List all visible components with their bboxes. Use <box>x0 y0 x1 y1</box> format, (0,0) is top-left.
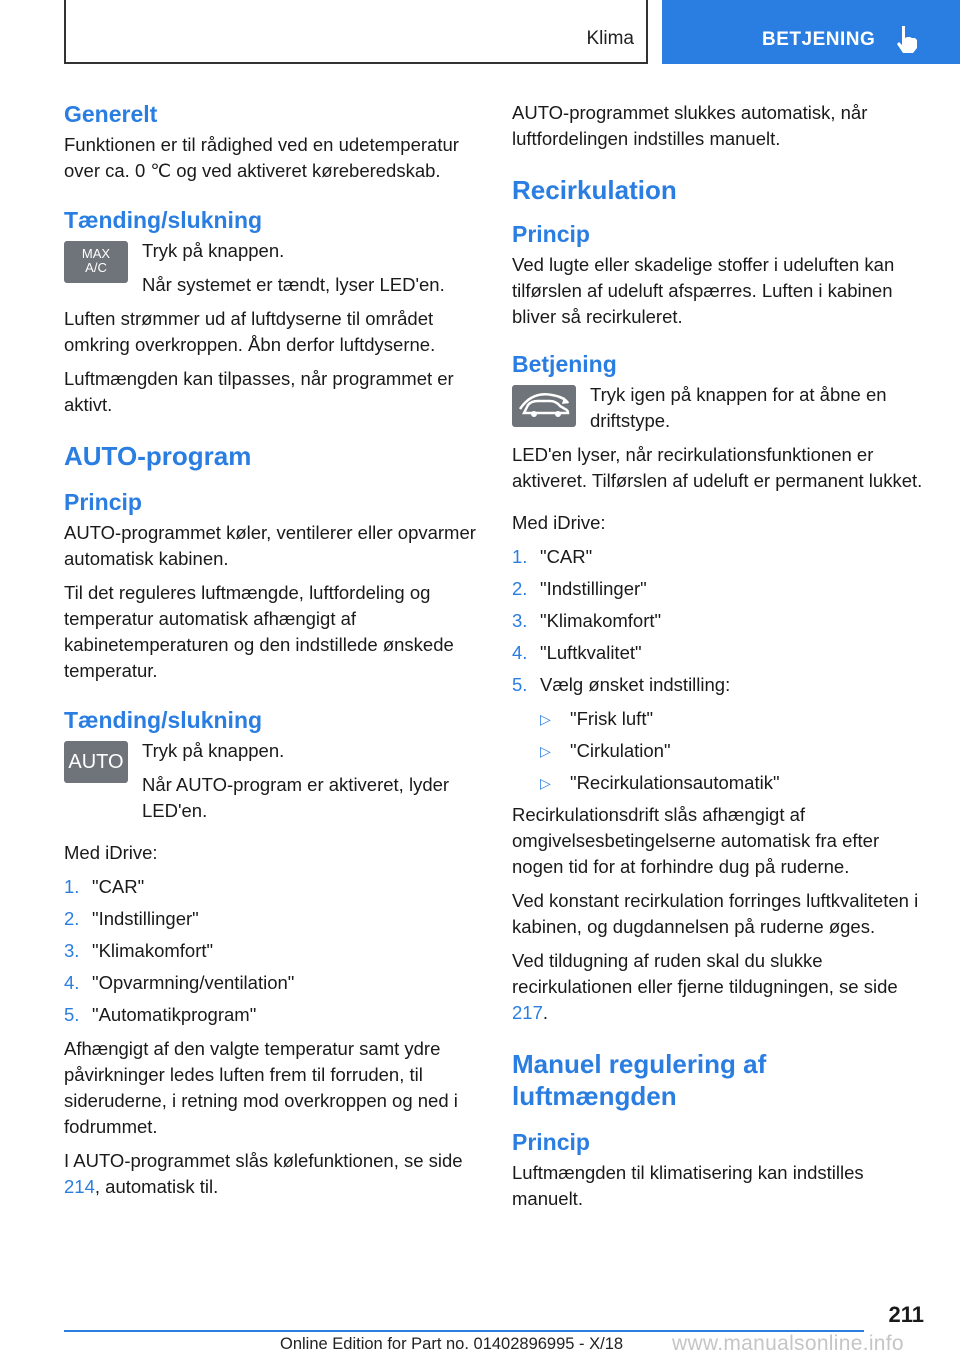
idrive-label: Med iDrive: <box>64 842 158 863</box>
section-heading-princip: Princip <box>512 221 590 247</box>
section-heading-betjening: Betjening <box>512 351 617 377</box>
page-link-214[interactable]: 214 <box>64 1176 95 1197</box>
page-link-217[interactable]: 217 <box>512 1002 543 1023</box>
paragraph: LED'en lyser, når recirkulationsfunktionen er aktiveret. Tilførslen af udeluft er permanent lukket. <box>512 444 923 491</box>
paragraph: AUTO-programmet slukkes automatisk, når luftfordelingen indstilles manuelt. <box>512 102 868 149</box>
section-heading-princip-2: Princip <box>512 1129 590 1155</box>
watermark-logo: www.manualsonline.info <box>672 1332 904 1355</box>
paragraph: Tryk igen på knappen for at åbne en driftstype. <box>590 384 887 431</box>
footer-edition-text: Online Edition for Part no. 01402896995 - X/18 <box>280 1335 624 1353</box>
section-heading-manuel-regulering: Manuel regulering af luftmængden <box>512 1049 767 1111</box>
header-section-title: Klima <box>586 28 634 49</box>
page-number: 211 <box>888 1302 924 1327</box>
list-item: 5. Vælg ønsket indstilling: <box>512 674 731 695</box>
paragraph: Funktionen er til rådighed ved en udetemperatur over ca. 0 ℃ og ved aktiveret køreberedskab. <box>64 134 459 181</box>
triangle-bullet-icon: ▷ <box>540 711 551 727</box>
header-chapter-title: BETJENING <box>762 29 876 50</box>
section-heading-taending-2: Tænding/slukning <box>64 707 263 733</box>
list-item: 1. "CAR" <box>64 876 145 897</box>
section-heading-taending: Tænding/slukning <box>64 207 263 233</box>
triangle-bullet-icon: ▷ <box>540 775 551 791</box>
recirculation-icon <box>512 385 576 427</box>
idrive-steps-list <box>512 544 928 698</box>
setting-options-list <box>512 706 928 796</box>
list-item: ▷ "Recirkulationsautomatik" <box>512 770 928 796</box>
paragraph: Når AUTO-program er aktiveret, lyder LED'en. <box>142 774 450 821</box>
list-item: ▷ "Cirkulation" <box>512 738 928 764</box>
paragraph: Ved konstant recirkulation forringes luftkvaliteten i kabinen, og dugdannelsen på ruderne øges. <box>512 890 919 937</box>
paragraph: AUTO-programmet køler, ventilerer eller opvarmer automatisk kabinen. <box>64 522 476 569</box>
hand-pointer-icon <box>894 24 920 54</box>
auto-icon: AUTO <box>64 741 128 783</box>
list-item: 2. "Indstillinger" <box>64 908 199 929</box>
section-heading-recirkulation: Recirkulation <box>512 175 677 205</box>
paragraph: Recirkulationsdrift slås afhængigt af omgivelsesbetingelserne automatisk fra efter nogen tid for at forhindre dug på ruderne. <box>512 804 880 877</box>
paragraph: Afhængigt af den valgte temperatur samt ydre påvirkninger ledes luften frem til forruden, til sideruderne, i retning mod overkroppen og ned i fodrummet. <box>64 1038 458 1137</box>
idrive-label: Med iDrive: <box>512 512 606 533</box>
paragraph: I AUTO-programmet slås kølefunktionen, se side 214, automatisk til. <box>64 1150 463 1197</box>
section-heading-generelt: Generelt <box>64 101 158 127</box>
paragraph: Tryk på knappen. <box>142 240 285 261</box>
section-heading-princip: Princip <box>64 489 142 515</box>
list-item: 4. "Luftkvalitet" <box>512 642 642 663</box>
auto-button-row <box>64 738 484 824</box>
paragraph: Tryk på knappen. <box>142 740 285 761</box>
header-chapter-box <box>662 0 960 64</box>
right-column <box>512 100 928 1220</box>
paragraph: Luftmængden kan tilpasses, når programmet er aktivt. <box>64 368 454 415</box>
list-item: ▷ "Frisk luft" <box>512 706 928 732</box>
list-item: 1. "CAR" <box>512 546 593 567</box>
paragraph: Ved tildugning af ruden skal du slukke recirkulationen eller fjerne tildugningen, se side 217. <box>512 950 898 1023</box>
list-item: 4. "Opvarmning/ventilation" <box>64 972 295 993</box>
max-ac-icon: MAX A/C <box>64 241 128 283</box>
list-item: 3. "Klimakomfort" <box>512 610 662 631</box>
paragraph: Til det reguleres luftmængde, luftfordeling og temperatur automatisk afhængigt af kabinetemperaturen og den indstillede ønskede temperatur. <box>64 582 454 681</box>
paragraph: Luftmængden til klimatisering kan indstilles manuelt. <box>512 1162 864 1209</box>
list-item: 2. "Indstillinger" <box>512 578 647 599</box>
idrive-steps-list <box>64 874 484 1028</box>
paragraph: Når systemet er tændt, lyser LED'en. <box>142 274 445 295</box>
header-section-box <box>64 0 648 64</box>
maxac-button-row <box>64 238 484 298</box>
recirculation-button-row <box>512 382 928 434</box>
paragraph: Ved lugte eller skadelige stoffer i udeluften kan tilførslen af udeluft afspærres. Luften i kabinen bliver så recirkuleret. <box>512 254 895 327</box>
left-column <box>64 100 484 1208</box>
triangle-bullet-icon: ▷ <box>540 743 551 759</box>
list-item: 5. "Automatikprogram" <box>64 1004 257 1025</box>
list-item: 3. "Klimakomfort" <box>64 940 214 961</box>
paragraph: Luften strømmer ud af luftdyserne til området omkring overkroppen. Åbn derfor luftdyserne. <box>64 308 436 355</box>
section-heading-auto-program: AUTO-program <box>64 441 252 471</box>
